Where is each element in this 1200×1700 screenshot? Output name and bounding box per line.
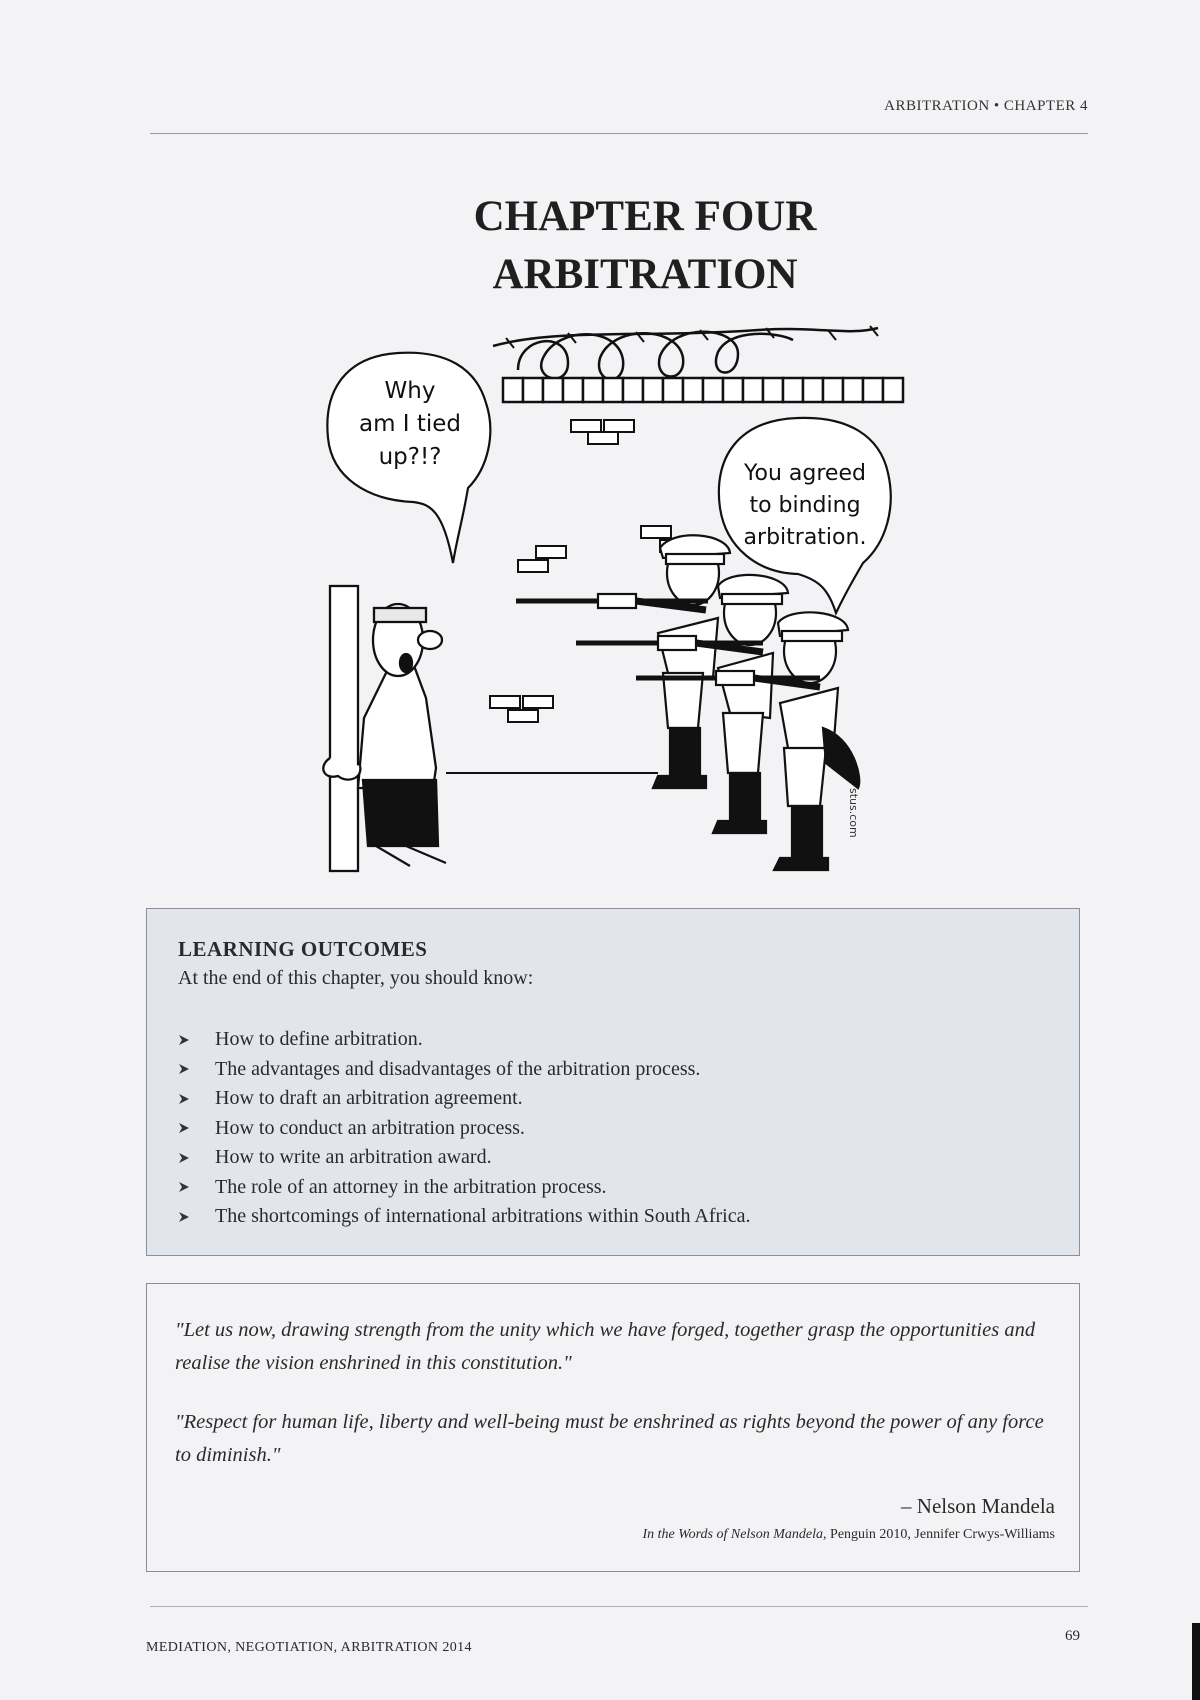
right-speech-line-3: arbitration. — [743, 525, 867, 550]
prisoner-trousers — [363, 780, 438, 846]
cartoon-credit: stus.com — [847, 788, 860, 838]
list-item — [178, 1114, 750, 1144]
chapter-name: ARBITRATION — [492, 251, 798, 298]
list-item-text: The shortcomings of international arbitrations within South Africa. — [215, 1205, 751, 1228]
firing-squad — [516, 535, 859, 870]
quote-source — [642, 1527, 1055, 1543]
prisoner-shirt — [358, 663, 436, 788]
learning-outcomes-heading: LEARNING OUTCOMES — [178, 937, 428, 961]
arrow-bullet-icon — [178, 1122, 190, 1134]
header-rule — [150, 133, 1088, 134]
quote-attribution: – Nelson Mandela — [901, 1494, 1055, 1518]
source-book-title: In the Words of Nelson Mandela, — [642, 1527, 827, 1542]
list-item-text: How to define arbitration. — [215, 1028, 423, 1051]
right-speech-line-1: You agreed — [744, 461, 866, 486]
page-number: 69 — [1065, 1628, 1080, 1644]
list-item-text: How to conduct an arbitration process. — [215, 1116, 525, 1139]
quote-box — [146, 1283, 1080, 1572]
left-speech-line-1: Why — [384, 378, 436, 404]
learning-outcomes-box — [146, 908, 1080, 1256]
source-publication: Penguin 2010, Jennifer Crwys-Williams — [826, 1527, 1055, 1542]
mandela-quote-2: "Respect for human life, liberty and well-being must be enshrined as rights beyond the power of any force to diminish." — [175, 1411, 1044, 1466]
list-item-text: The role of an attorney in the arbitration process. — [215, 1175, 607, 1198]
list-item-text: The advantages and disadvantages of the arbitration process. — [215, 1057, 701, 1080]
list-item-text: How to draft an arbitration agreement. — [215, 1087, 523, 1110]
list-item-text: How to write an arbitration award. — [215, 1146, 492, 1169]
arrow-bullet-icon — [178, 1211, 190, 1223]
list-item — [178, 1202, 750, 1232]
blindfolded-prisoner — [323, 586, 446, 871]
barbed-wire — [493, 328, 878, 379]
list-item — [178, 1084, 750, 1114]
blindfold — [374, 608, 426, 622]
execution-post — [330, 586, 358, 871]
arrow-bullet-icon — [178, 1063, 190, 1075]
scan-edge-mark — [1192, 1623, 1200, 1700]
arrow-bullet-icon — [178, 1181, 190, 1193]
running-head: ARBITRATION • CHAPTER 4 — [884, 98, 1088, 114]
learning-outcomes-list — [178, 1025, 750, 1232]
chapter-number: CHAPTER FOUR — [473, 193, 817, 240]
list-item — [178, 1025, 750, 1055]
wall-top-bricks — [503, 378, 903, 402]
prisoner-mouth — [400, 654, 412, 672]
list-item — [178, 1055, 750, 1085]
footer-rule — [150, 1606, 1088, 1607]
mandela-quote-1: "Let us now, drawing strength from the unity which we have forged, together grasp the opportunities and realise the vision enshrined in this constitution." — [175, 1319, 1036, 1374]
arrow-bullet-icon — [178, 1152, 190, 1164]
left-speech-bubble — [327, 353, 490, 563]
footer-book-title: MEDIATION, NEGOTIATION, ARBITRATION 2014 — [146, 1640, 472, 1655]
list-item — [178, 1173, 750, 1203]
list-item — [178, 1143, 750, 1173]
prisoner-nose — [418, 631, 442, 649]
left-speech-line-3: up?!? — [378, 444, 442, 470]
left-speech-line-2: am I tied — [358, 411, 462, 437]
soldier-1 — [516, 535, 730, 788]
arrow-bullet-icon — [178, 1093, 190, 1105]
firing-squad-cartoon — [318, 318, 948, 873]
learning-outcomes-intro: At the end of this chapter, you should know: — [178, 967, 534, 989]
chapter-title — [0, 188, 1200, 304]
arrow-bullet-icon — [178, 1034, 190, 1046]
right-speech-line-2: to binding — [749, 493, 861, 518]
